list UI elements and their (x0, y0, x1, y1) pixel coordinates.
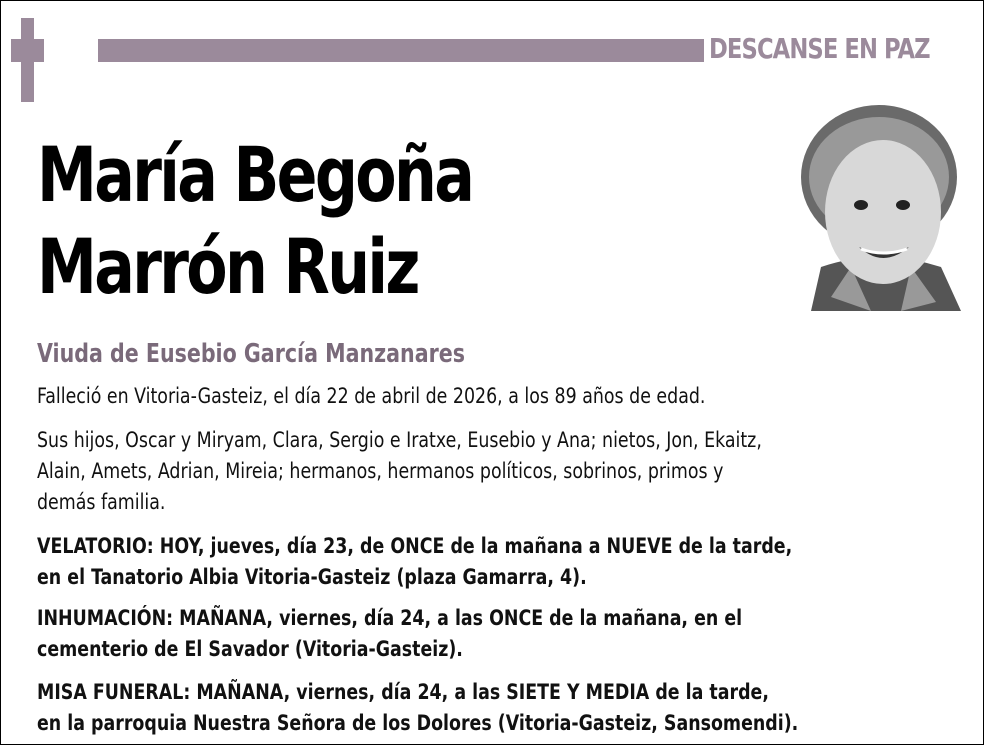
burial-line: INHUMACIÓN: MAÑANA, viernes, día 24, a las ONCE de la mañana, en el (37, 606, 743, 631)
portrait-photo (791, 97, 967, 311)
mass-line: MISA FUNERAL: MAÑANA, viernes, día 24, a las SIETE Y MEDIA de la tarde, (37, 680, 769, 705)
funeral-mass-info (37, 677, 984, 739)
subtitle-widow-of: Viuda de Eusebio García Manzanares (37, 339, 465, 369)
name-line-2: Marrón Ruiz (37, 222, 418, 311)
name-line-1: María Begoña (37, 130, 473, 219)
header-bar (98, 39, 704, 62)
deceased-name (37, 129, 472, 313)
burial-line: cementerio de El Savador (Vitoria-Gasteiz). (37, 637, 463, 662)
mass-line: en la parroquia Nuestra Señora de los Dolores (Vitoria-Gasteiz, Sansomendi). (37, 711, 799, 736)
burial-info (37, 603, 984, 665)
wake-line: VELATORIO: HOY, jueves, día 23, de ONCE de la mañana a NUEVE de la tarde, (37, 534, 793, 559)
death-notice: Falleció en Vitoria-Gasteiz, el día 22 de abril de 2026, a los 89 años de edad. (37, 384, 706, 409)
family-line: demás familia. (37, 490, 166, 515)
cross-icon-arm (11, 39, 44, 62)
family-list (37, 425, 984, 518)
family-line: Alain, Amets, Adrian, Mireia; hermanos, hermanos políticos, sobrinos, primos y (37, 459, 724, 484)
wake-line: en el Tanatorio Albia Vitoria-Gasteiz (plaza Gamarra, 4). (37, 565, 587, 590)
wake-info (37, 531, 984, 593)
family-line: Sus hijos, Oscar y Miryam, Clara, Sergio e Iratxe, Eusebio y Ana; nietos, Jon, Ekaitz, (37, 428, 762, 453)
header-label: DESCANSE EN PAZ (709, 32, 930, 65)
